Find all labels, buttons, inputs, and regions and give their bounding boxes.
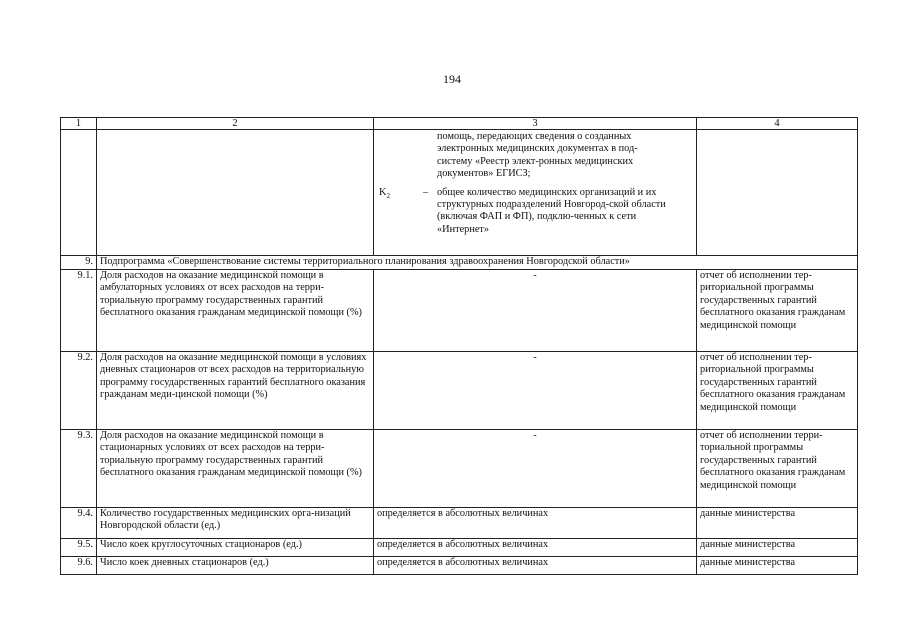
method-cell: определяется в абсолютных величинах [374, 539, 697, 557]
indicator-cell: Количество государственных медицинских орга-низаций Новгородской области (ед.) [97, 508, 374, 539]
continuation-text: общее количество медицинских организаций и их структурных подразделений Новгород-ской области (включая ФАП и ФП), подклю-ченных к сети «Интернет» [437, 186, 666, 235]
page-number: 194 [443, 72, 461, 86]
indicator-cell: Доля расходов на оказание медицинской помощи в амбулаторных условиях от всех расходов на терри-ториальную программу государственных гарантий бесплатного оказания гражданам медицинской помощи (%) [97, 270, 374, 352]
row-number: 9. [61, 256, 97, 270]
source-cell: отчет об исполнении терри-ториальной программы государственных гарантий бесплатного оказания гражданам медицинской помощи [697, 430, 858, 508]
formula-symbol: $K_2$ [379, 186, 390, 200]
continuation-line [377, 131, 693, 181]
method-cell: - [374, 270, 697, 352]
source-cell: данные министерства [697, 508, 858, 539]
table-header-row [61, 118, 858, 130]
row-number: 9.2. [61, 352, 97, 430]
row-number: 9.6. [61, 557, 97, 575]
source-cell: отчет об исполнении тер-риториальной программы государственных гарантий бесплатного оказания гражданам медицинской помощи [697, 270, 858, 352]
continuation-line: $K_2$ – общее количество медицинских организаций и их структурных подразделений Новгород-ской области (включая ФАП и ФП), подклю-ченных к сети «Интернет» [377, 187, 693, 237]
table-row [61, 557, 858, 575]
method-cell: - [374, 430, 697, 508]
continuation-row [61, 130, 858, 256]
continuation-text: помощь, передающих сведения о созданных электронных медицинских документах в под-систему «Реестр элект-ронных медицинских документов» ЕГИСЗ; [437, 131, 638, 180]
subprogram-title: Подпрограмма «Совершенствование системы территориального планирования здравоохранения Новгородской области» [97, 256, 858, 270]
indicator-cell: Число коек дневных стационаров (ед.) [97, 557, 374, 575]
source-cell: отчет об исполнении тер-риториальной программы государственных гарантий бесплатного оказания гражданам медицинской помощи [697, 352, 858, 430]
column-header: 2 [97, 118, 374, 130]
row-number: 9.4. [61, 508, 97, 539]
subprogram-row [61, 256, 858, 270]
source-cell: данные министерства [697, 539, 858, 557]
source-cell: данные министерства [697, 557, 858, 575]
row-number: 9.5. [61, 539, 97, 557]
column-header: 3 [374, 118, 697, 130]
row-number: 9.1. [61, 270, 97, 352]
table-row [61, 352, 858, 430]
method-cell: определяется в абсолютных величинах [374, 557, 697, 575]
table-row [61, 430, 858, 508]
indicator-cell: Доля расходов на оказание медицинской помощи в стационарных условиях от всех расходов на терри-ториальную программу государственных гарантий бесплатного оказания гражданам медицинской помощи (%) [97, 430, 374, 508]
indicator-cell: Доля расходов на оказание медицинской помощи в условиях дневных стационаров от всех расходов на территориальную программу государственных гарантий бесплатного оказания гражданам меди-цинской помощи (%) [97, 352, 374, 430]
column-header: 1 [61, 118, 97, 130]
method-cell: - [374, 352, 697, 430]
column-header: 4 [697, 118, 858, 130]
method-cell: определяется в абсолютных величинах [374, 508, 697, 539]
table-row [61, 539, 858, 557]
continuation-cell [374, 130, 697, 256]
indicators-table [60, 117, 858, 575]
table-row [61, 508, 858, 539]
table-row [61, 270, 858, 352]
indicator-cell: Число коек круглосуточных стационаров (ед.) [97, 539, 374, 557]
row-number: 9.3. [61, 430, 97, 508]
